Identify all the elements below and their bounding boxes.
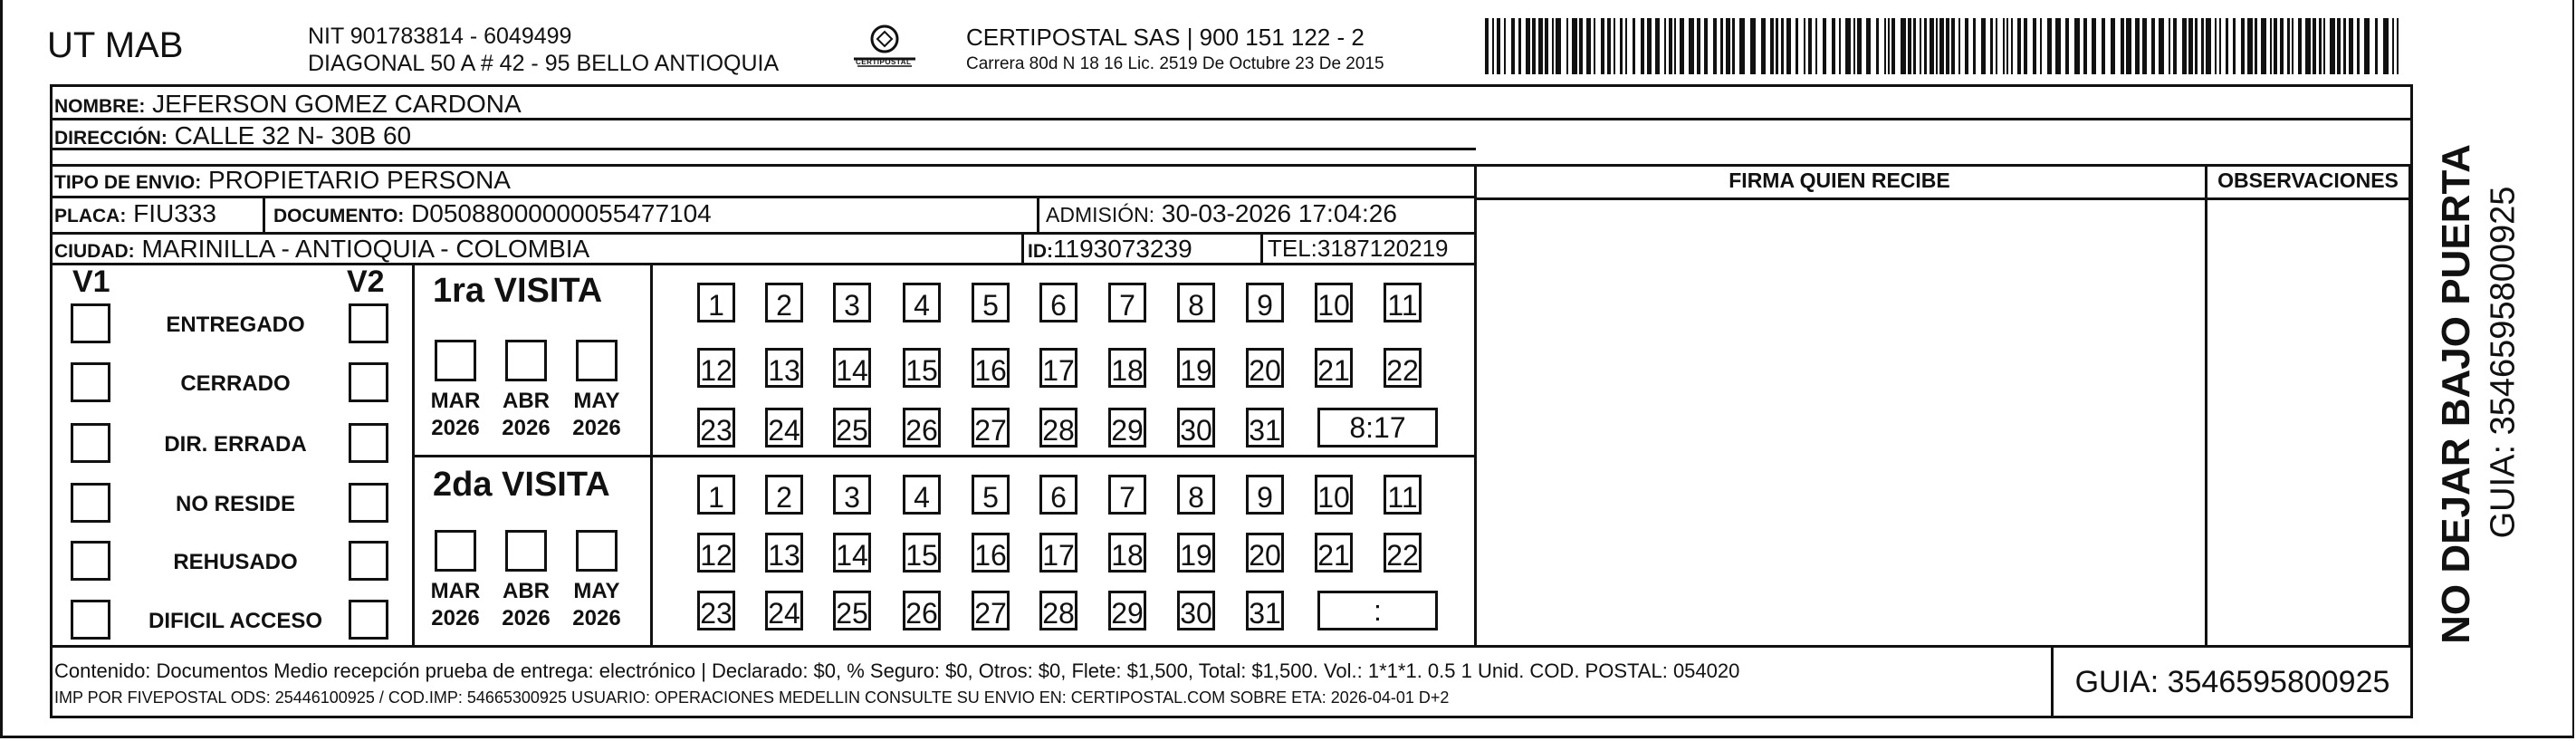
visita1-day-box[interactable]: 29 bbox=[1108, 408, 1146, 447]
barcode-bar bbox=[2313, 18, 2316, 74]
barcode-bar bbox=[1625, 18, 1627, 74]
barcode-bar bbox=[1796, 18, 1798, 74]
v1-checkbox[interactable] bbox=[71, 362, 110, 402]
ciudad-cell bbox=[54, 235, 589, 264]
barcode-bar bbox=[2219, 18, 2221, 74]
barcode-bar bbox=[2102, 18, 2105, 74]
v1-checkbox[interactable] bbox=[71, 600, 110, 640]
barcode-bar bbox=[2261, 18, 2266, 74]
visita1-day-box[interactable]: 8 bbox=[1177, 283, 1215, 322]
barcode-bar bbox=[1981, 18, 1986, 74]
tel-label: TEL: bbox=[1268, 235, 1317, 262]
barcode-bar bbox=[1884, 18, 1886, 74]
barcode-bar bbox=[1832, 18, 1835, 74]
barcode-bar bbox=[2024, 18, 2027, 74]
visita2-day-box[interactable]: 3 bbox=[833, 475, 871, 515]
barcode-bar bbox=[2280, 18, 2284, 74]
barcode-bar bbox=[1939, 18, 1944, 74]
barcode-bar bbox=[2151, 18, 2155, 74]
visita2-day-box[interactable]: 1 bbox=[697, 475, 735, 515]
visita2-day-box[interactable]: 21 bbox=[1315, 533, 1353, 573]
status-label: ENTREGADO bbox=[166, 313, 305, 337]
visita1-day-box[interactable]: 5 bbox=[972, 283, 1010, 322]
barcode-bar bbox=[1990, 18, 1993, 74]
barcode-bar bbox=[2074, 18, 2080, 74]
barcode-bar bbox=[1786, 18, 1791, 74]
v1-checkbox[interactable] bbox=[71, 303, 110, 343]
visita1-day-box[interactable]: 14 bbox=[833, 348, 871, 388]
visita1-month-checkbox[interactable] bbox=[435, 340, 476, 381]
visita1-day-box[interactable]: 22 bbox=[1384, 348, 1422, 388]
visita2-day-box[interactable]: 29 bbox=[1108, 591, 1146, 630]
visita2-day-box[interactable]: 13 bbox=[765, 533, 803, 573]
barcode-bar bbox=[1492, 18, 1494, 74]
visita2-day-box[interactable]: 14 bbox=[833, 533, 871, 573]
barcode-bar bbox=[1958, 18, 1960, 74]
barcode-bar bbox=[2033, 18, 2036, 74]
barcode-bar bbox=[1697, 18, 1700, 74]
barcode-bar bbox=[2047, 18, 2052, 74]
direccion-label: DIRECCIÓN: bbox=[54, 128, 168, 149]
barcode-bar bbox=[2126, 18, 2131, 74]
visita2-day-box[interactable]: 12 bbox=[697, 533, 735, 573]
status-label: DIR. ERRADA bbox=[164, 432, 307, 457]
barcode-bar bbox=[1770, 18, 1774, 74]
v2-checkbox[interactable] bbox=[349, 303, 388, 343]
observaciones-area[interactable] bbox=[2209, 201, 2407, 643]
visita1-day-box[interactable]: 18 bbox=[1108, 348, 1146, 388]
visita1-day-box[interactable]: 3 bbox=[833, 283, 871, 322]
documento-cell bbox=[273, 199, 712, 228]
documento-value: D05088000000055477104 bbox=[411, 199, 712, 227]
visita2-day-box[interactable]: 30 bbox=[1177, 591, 1215, 630]
barcode-bar bbox=[1946, 18, 1949, 74]
barcode-bar bbox=[1545, 18, 1548, 74]
visita1-day-box[interactable]: 24 bbox=[765, 408, 803, 447]
barcode-bar bbox=[1579, 18, 1583, 74]
barcode-bar bbox=[1726, 18, 1730, 74]
barcode-bar bbox=[1808, 18, 1812, 74]
barcode-bar bbox=[2397, 18, 2399, 74]
v2-checkbox[interactable] bbox=[349, 362, 388, 402]
visita2-day-box[interactable]: 24 bbox=[765, 591, 803, 630]
visita2-month-checkbox[interactable] bbox=[505, 530, 547, 572]
status-label: REHUSADO bbox=[173, 550, 298, 574]
id-value: 1193073239 bbox=[1053, 235, 1192, 263]
visita2-time-box[interactable]: : bbox=[1317, 591, 1438, 630]
observaciones-header: OBSERVACIONES bbox=[2217, 168, 2399, 192]
company-address: DIAGONAL 50 A # 42 - 95 BELLO ANTIOQUIA bbox=[308, 51, 780, 76]
barcode-bar bbox=[1601, 18, 1604, 74]
barcode-bar bbox=[1511, 18, 1515, 74]
visita2-day-box[interactable]: 16 bbox=[972, 533, 1010, 573]
status-label: NO RESIDE bbox=[175, 492, 296, 516]
barcode-bar bbox=[1901, 18, 1906, 74]
visita2-day-box[interactable]: 25 bbox=[833, 591, 871, 630]
visita2-day-box[interactable]: 2 bbox=[765, 475, 803, 515]
visita1-day-box[interactable]: 7 bbox=[1108, 283, 1146, 322]
visita1-month-year: 2026 bbox=[572, 416, 621, 440]
visita2-day-box[interactable]: 7 bbox=[1108, 475, 1146, 515]
footer-guia: GUIA: 3546595800925 bbox=[2074, 665, 2390, 699]
visita2-month-name: MAR bbox=[430, 579, 481, 603]
barcode-bar bbox=[2305, 18, 2311, 74]
visita1-day-box[interactable]: 10 bbox=[1315, 283, 1353, 322]
barcode bbox=[1485, 18, 2404, 74]
barcode-bar bbox=[1876, 18, 1879, 74]
visita2-day-box[interactable]: 31 bbox=[1246, 591, 1284, 630]
visita1-day-box[interactable]: 13 bbox=[765, 348, 803, 388]
barcode-bar bbox=[2330, 18, 2335, 74]
documento-label: DOCUMENTO: bbox=[273, 206, 405, 226]
barcode-bar bbox=[2337, 18, 2341, 74]
visita2-day-box[interactable]: 20 bbox=[1246, 533, 1284, 573]
barcode-bar bbox=[1566, 18, 1568, 74]
barcode-bar bbox=[2292, 18, 2294, 74]
barcode-bar bbox=[1689, 18, 1694, 74]
barcode-bar bbox=[1936, 18, 1938, 74]
barcode-bar bbox=[2092, 18, 2096, 74]
barcode-bar bbox=[2195, 18, 2198, 74]
visita2-day-box[interactable]: 15 bbox=[903, 533, 941, 573]
visita2-month-checkbox[interactable] bbox=[435, 530, 476, 572]
visita1-day-box[interactable]: 19 bbox=[1177, 348, 1215, 388]
barcode-bar bbox=[1996, 18, 1997, 74]
barcode-bar bbox=[1951, 18, 1955, 74]
visita1-day-box[interactable]: 17 bbox=[1039, 348, 1077, 388]
barcode-bar bbox=[1504, 18, 1506, 74]
barcode-bar bbox=[2323, 18, 2325, 74]
barcode-bar bbox=[1497, 18, 1500, 74]
visita2-day-box[interactable]: 28 bbox=[1039, 591, 1077, 630]
barcode-bar bbox=[1633, 18, 1635, 74]
company-name: UT MAB bbox=[47, 25, 184, 65]
v2-checkbox[interactable] bbox=[349, 541, 388, 581]
barcode-bar bbox=[2343, 18, 2346, 74]
visita1-day-box[interactable]: 23 bbox=[697, 408, 735, 447]
barcode-bar bbox=[2006, 18, 2008, 74]
visita1-month-checkbox[interactable] bbox=[576, 340, 618, 381]
barcode-bar bbox=[1664, 18, 1666, 74]
barcode-bar bbox=[1674, 18, 1676, 74]
visita1-day-box[interactable]: 16 bbox=[972, 348, 1010, 388]
barcode-bar bbox=[2241, 18, 2245, 74]
barcode-bar bbox=[1641, 18, 1644, 74]
barcode-bar bbox=[2017, 18, 2021, 74]
barcode-bar bbox=[1614, 18, 1615, 74]
footer-contenido: Contenido: Documentos Medio recepción prueba de entrega: electrónico | Declarado: $0, % Seguro: $0, Otros: $0, Flete: $1,500, Total: $1,500. Vol.: 1*1*1. 0.5 1 Unid. COD. POSTAL: 054020 bbox=[54, 659, 1740, 682]
visita1-day-box[interactable]: 20 bbox=[1246, 348, 1284, 388]
visita1-day-box[interactable]: 15 bbox=[903, 348, 941, 388]
id-label: ID: bbox=[1028, 241, 1053, 262]
visita1-day-box[interactable]: 27 bbox=[972, 408, 1010, 447]
v2-checkbox[interactable] bbox=[349, 483, 388, 523]
visita1-month-name: MAR bbox=[430, 389, 481, 413]
barcode-bar bbox=[2182, 18, 2187, 74]
barcode-bar bbox=[1485, 18, 1489, 74]
barcode-bar bbox=[1594, 18, 1595, 74]
footer-imp: IMP POR FIVEPOSTAL ODS: 25446100925 / COD.IMP: 54665300925 USUARIO: OPERACIONES MEDELLIN CONSULTE SU ENVIO EN: CERTIPOSTAL.COM SOBRE ETA: 2026-04-01 D+2 bbox=[54, 688, 1450, 707]
visita2-day-box[interactable]: 23 bbox=[697, 591, 735, 630]
barcode-bar bbox=[1839, 18, 1841, 74]
status-label: DIFICIL ACCESO bbox=[148, 609, 322, 633]
tel-cell bbox=[1268, 235, 1449, 263]
visita2-month-name: ABR bbox=[503, 579, 550, 603]
barcode-bar bbox=[1704, 18, 1708, 74]
nombre-row bbox=[54, 90, 522, 119]
barcode-bar bbox=[2255, 18, 2257, 74]
barcode-bar bbox=[1732, 18, 1735, 74]
admision-label: ADMISIÓN: bbox=[1046, 203, 1155, 226]
visita2-day-box[interactable]: 11 bbox=[1384, 475, 1422, 515]
visita1-day-box[interactable]: 11 bbox=[1384, 283, 1422, 322]
visita1-day-box[interactable]: 21 bbox=[1315, 348, 1353, 388]
v1-checkbox[interactable] bbox=[71, 483, 110, 523]
visita2-day-box[interactable]: 4 bbox=[903, 475, 941, 515]
visita2-day-box[interactable]: 18 bbox=[1108, 533, 1146, 573]
barcode-bar bbox=[1781, 18, 1784, 74]
barcode-bar bbox=[2247, 18, 2253, 74]
barcode-bar bbox=[1973, 18, 1976, 74]
visita2-month-year: 2026 bbox=[431, 606, 480, 630]
barcode-bar bbox=[2011, 18, 2013, 74]
barcode-bar bbox=[2226, 18, 2228, 74]
visita1-day-box[interactable]: 1 bbox=[697, 283, 735, 322]
barcode-bar bbox=[2364, 18, 2370, 74]
visita1-day-box[interactable]: 4 bbox=[903, 283, 941, 322]
barcode-bar bbox=[1823, 18, 1826, 74]
barcode-bar bbox=[1965, 18, 1968, 74]
visita1-day-box[interactable]: 30 bbox=[1177, 408, 1215, 447]
side-warning: NO DEJAR BAJO PUERTA bbox=[2434, 144, 2478, 644]
visita2-month-name: MAY bbox=[573, 579, 620, 603]
barcode-bar bbox=[1655, 18, 1660, 74]
barcode-bar bbox=[1713, 18, 1717, 74]
visita2-day-box[interactable]: 5 bbox=[972, 475, 1010, 515]
company-nit: NIT 901783814 - 6049499 bbox=[308, 24, 572, 49]
tel-value: 3187120219 bbox=[1317, 235, 1449, 262]
visita1-day-box[interactable]: 9 bbox=[1246, 283, 1284, 322]
barcode-bar bbox=[2083, 18, 2087, 74]
barcode-bar bbox=[1776, 18, 1778, 74]
carrier-address: Carrera 80d N 18 16 Lic. 2519 De Octubre 23 De 2015 bbox=[966, 54, 1384, 73]
barcode-bar bbox=[1607, 18, 1611, 74]
tipo-value: PROPIETARIO PERSONA bbox=[207, 166, 511, 194]
barcode-bar bbox=[2003, 18, 2005, 74]
visita1-month-year: 2026 bbox=[431, 416, 480, 440]
nombre-label: NOMBRE: bbox=[54, 96, 146, 117]
visita1-month-name: MAY bbox=[573, 389, 620, 413]
v1-checkbox[interactable] bbox=[71, 541, 110, 581]
barcode-bar bbox=[1815, 18, 1817, 74]
barcode-bar bbox=[2233, 18, 2236, 74]
barcode-bar bbox=[1853, 18, 1855, 74]
barcode-bar bbox=[2121, 18, 2124, 74]
admision-value: 30-03-2026 17:04:26 bbox=[1161, 199, 1397, 227]
barcode-bar bbox=[2349, 18, 2353, 74]
visita2-day-box[interactable]: 27 bbox=[972, 591, 1010, 630]
barcode-bar bbox=[2206, 18, 2211, 74]
barcode-bar bbox=[2357, 18, 2360, 74]
visita2-day-box[interactable]: 9 bbox=[1246, 475, 1284, 515]
tipo-row bbox=[54, 166, 511, 195]
tipo-label: TIPO DE ENVIO: bbox=[54, 172, 202, 193]
carrier-name: CERTIPOSTAL SAS | 900 151 122 - 2 bbox=[966, 24, 1365, 51]
barcode-bar bbox=[1518, 18, 1521, 74]
barcode-bar bbox=[1924, 18, 1927, 74]
barcode-bar bbox=[2383, 18, 2389, 74]
barcode-bar bbox=[1669, 18, 1672, 74]
v1-checkbox[interactable] bbox=[71, 423, 110, 463]
barcode-bar bbox=[2298, 18, 2302, 74]
barcode-bar bbox=[2188, 18, 2193, 74]
visita2-day-box[interactable]: 6 bbox=[1039, 475, 1077, 515]
visita2-day-box[interactable]: 19 bbox=[1177, 533, 1215, 573]
v1-label: V1 bbox=[72, 265, 110, 299]
v2-checkbox[interactable] bbox=[349, 600, 388, 640]
visita1-day-box[interactable]: 25 bbox=[833, 408, 871, 447]
visita1-day-box[interactable]: 12 bbox=[697, 348, 735, 388]
barcode-bar bbox=[2111, 18, 2115, 74]
barcode-bar bbox=[1552, 18, 1554, 74]
visita1-month-name: ABR bbox=[503, 389, 550, 413]
barcode-bar bbox=[1720, 18, 1723, 74]
barcode-bar bbox=[1620, 18, 1623, 74]
placa-cell bbox=[54, 199, 216, 228]
visita1-month-checkbox[interactable] bbox=[505, 340, 547, 381]
barcode-bar bbox=[1913, 18, 1916, 74]
visita2-month-year: 2026 bbox=[502, 606, 551, 630]
barcode-bar bbox=[2040, 18, 2042, 74]
visita1-month-year: 2026 bbox=[502, 416, 551, 440]
barcode-bar bbox=[2287, 18, 2290, 74]
barcode-bar bbox=[1532, 18, 1536, 74]
barcode-bar bbox=[2274, 18, 2277, 74]
barcode-bar bbox=[1538, 18, 1543, 74]
barcode-bar bbox=[2215, 18, 2217, 74]
placa-value: FIU333 bbox=[133, 199, 216, 227]
barcode-bar bbox=[1526, 18, 1530, 74]
barcode-bar bbox=[2142, 18, 2147, 74]
visita1-time-box[interactable]: 8:17 bbox=[1317, 408, 1438, 447]
barcode-bar bbox=[1891, 18, 1895, 74]
status-label: CERRADO bbox=[180, 371, 291, 396]
barcode-bar bbox=[2319, 18, 2322, 74]
admision-cell bbox=[1046, 199, 1397, 228]
ciudad-label: CIUDAD: bbox=[54, 241, 135, 262]
visita2-month-year: 2026 bbox=[572, 606, 621, 630]
barcode-bar bbox=[1908, 18, 1911, 74]
barcode-bar bbox=[1866, 18, 1871, 74]
barcode-bar bbox=[1804, 18, 1805, 74]
barcode-bar bbox=[1930, 18, 1934, 74]
barcode-bar bbox=[2055, 18, 2061, 74]
firma-area[interactable] bbox=[1478, 201, 2202, 643]
visita1-day-box[interactable]: 31 bbox=[1246, 408, 1284, 447]
barcode-bar bbox=[1739, 18, 1745, 74]
barcode-bar bbox=[1556, 18, 1561, 74]
barcode-bar bbox=[2201, 18, 2204, 74]
visita1-day-box[interactable]: 26 bbox=[903, 408, 941, 447]
visita1-day-box[interactable]: 6 bbox=[1039, 283, 1077, 322]
barcode-bar bbox=[1750, 18, 1756, 74]
visita2-day-box[interactable]: 17 bbox=[1039, 533, 1077, 573]
barcode-bar bbox=[2065, 18, 2069, 74]
barcode-bar bbox=[2169, 18, 2170, 74]
certipostal-logo-text: CERTIPOSTAL bbox=[856, 58, 912, 66]
barcode-bar bbox=[1572, 18, 1577, 74]
barcode-bar bbox=[1680, 18, 1684, 74]
direccion-row bbox=[54, 121, 411, 150]
visita1-day-box[interactable]: 2 bbox=[765, 283, 803, 322]
barcode-bar bbox=[2392, 18, 2394, 74]
visita2-title: 2da VISITA bbox=[433, 466, 610, 504]
firma-header: FIRMA QUIEN RECIBE bbox=[1729, 168, 1950, 192]
visita2-day-box[interactable]: 26 bbox=[903, 591, 941, 630]
barcode-bar bbox=[1920, 18, 1921, 74]
barcode-bar bbox=[1888, 18, 1890, 74]
barcode-bar bbox=[1586, 18, 1591, 74]
barcode-bar bbox=[2135, 18, 2140, 74]
ciudad-value: MARINILLA - ANTIOQUIA - COLOMBIA bbox=[141, 235, 590, 263]
barcode-bar bbox=[2270, 18, 2272, 74]
visita2-day-box[interactable]: 22 bbox=[1384, 533, 1422, 573]
visita2-month-checkbox[interactable] bbox=[576, 530, 618, 572]
barcode-bar bbox=[2375, 18, 2378, 74]
placa-label: PLACA: bbox=[54, 206, 127, 226]
v2-checkbox[interactable] bbox=[349, 423, 388, 463]
v2-label: V2 bbox=[347, 265, 385, 299]
side-guia: GUIA: 3546595800925 bbox=[2484, 186, 2523, 539]
barcode-bar bbox=[2173, 18, 2177, 74]
visita2-day-box[interactable]: 8 bbox=[1177, 475, 1215, 515]
barcode-bar bbox=[1857, 18, 1862, 74]
barcode-bar bbox=[1647, 18, 1652, 74]
visita1-day-box[interactable]: 28 bbox=[1039, 408, 1077, 447]
nombre-value: JEFERSON GOMEZ CARDONA bbox=[152, 90, 522, 118]
direccion-value: CALLE 32 N- 30B 60 bbox=[174, 121, 412, 149]
barcode-bar bbox=[2159, 18, 2164, 74]
barcode-bar bbox=[1761, 18, 1766, 74]
barcode-bar bbox=[1845, 18, 1851, 74]
id-cell bbox=[1028, 235, 1192, 264]
visita1-title: 1ra VISITA bbox=[433, 272, 603, 310]
visita2-day-box[interactable]: 10 bbox=[1315, 475, 1353, 515]
